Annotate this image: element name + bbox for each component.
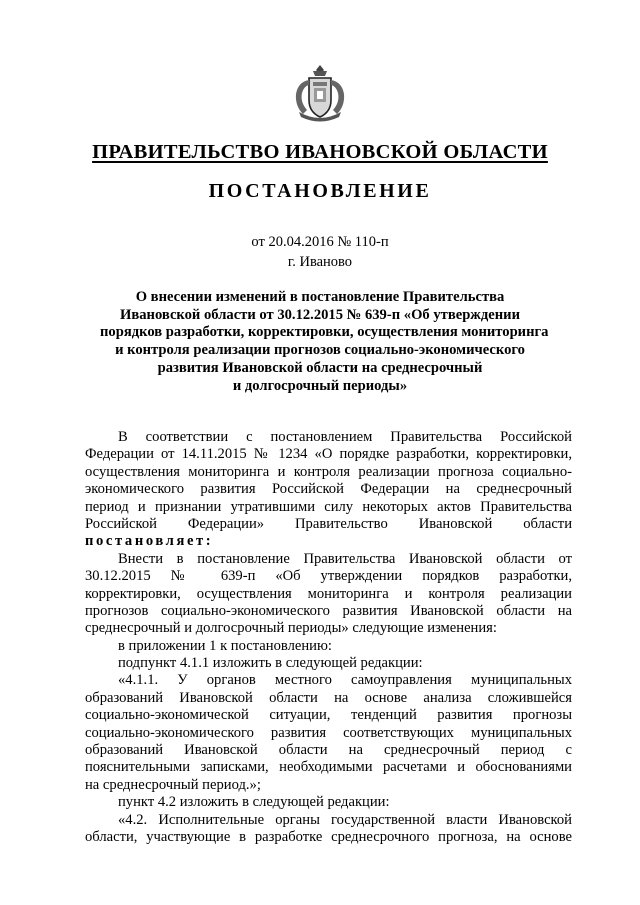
body-line: среднесрочный и долгосрочный периоды» следующие изменения: [85, 620, 497, 637]
document-city: г. Иваново [287, 254, 353, 270]
body-line: в приложении 1 к постановлению: [118, 637, 332, 654]
body-line: Российской Федерации» Правительство Ивановской области [85, 515, 572, 532]
body-line: Федерации от 14.11.2015 № 1234 «О порядке разработки, корректировки, [85, 446, 572, 463]
body-line: прогнозов социально-экономического развития Ивановской области на [85, 602, 572, 619]
body-line: «4.2. Исполнительные органы государственной власти Ивановской [118, 811, 572, 828]
body-line: экономического развития Российской Федерации на среднесрочный [85, 481, 572, 498]
body-line: подпункт 4.1.1 изложить в следующей редакции: [118, 655, 423, 672]
body-line: Внести в постановление Правительства Ивановской области от [118, 550, 572, 567]
body-line: области, участвующие в разработке среднесрочного прогноза, на основе [85, 828, 572, 845]
heading-line: и долгосрочный периоды» [232, 377, 408, 394]
body-line: социально-экономической ситуации, тенденций развития прогнозы [85, 707, 572, 724]
body-line: образований Ивановской области на основе анализа сложившейся [85, 689, 572, 706]
body-line: корректировки, осуществления мониторинга и контроля реализации [85, 585, 572, 602]
body-line: социально-экономического развития соответствующих муниципальных [85, 724, 572, 741]
body-line: образований Ивановской области на среднесрочный период с [85, 742, 572, 759]
body-line: «4.1.1. У органов местного самоуправления муниципальных [118, 672, 572, 689]
body-line: 30.12.2015 № 639-п «Об утверждении порядков разработки, [85, 568, 572, 585]
heading-line: Ивановской области от 30.12.2015 № 639-п «Об утверждении [120, 306, 520, 323]
body-line: на среднесрочный период.»; [85, 776, 261, 793]
heading-line: порядков разработки, корректировки, осуществления мониторинга [100, 324, 549, 341]
document-date-number: от 20.04.2016 № 110-п [251, 234, 389, 250]
heading-line: О внесении изменений в постановление Правительства [135, 289, 505, 305]
heading-line: и контроля реализации прогнозов социально-экономического [115, 342, 525, 359]
body-line: пункт 4.2 изложить в следующей редакции: [118, 794, 390, 811]
body-line: пояснительными записками, необходимыми расчетами и обоснованиями [85, 759, 572, 776]
heading-line: развития Ивановской области на среднесрочный [157, 359, 483, 376]
government-name: ПРАВИТЕЛЬСТВО ИВАНОВСКОЙ ОБЛАСТИ [92, 141, 548, 163]
document-body [85, 429, 572, 846]
coat-of-arms-emblem [291, 62, 349, 124]
body-line-resolves [85, 533, 572, 550]
body-line: осуществления мониторинга и контроля реализации прогноза социально- [85, 463, 572, 480]
body-line: В соответствии с постановлением Правительства Российской [118, 429, 572, 445]
resolves-word: постановляет: [85, 533, 214, 550]
document-heading [100, 289, 549, 395]
body-line: период и признании утратившими силу некоторых актов Правительства [85, 498, 572, 515]
document-type: ПОСТАНОВЛЕНИЕ [208, 180, 432, 202]
